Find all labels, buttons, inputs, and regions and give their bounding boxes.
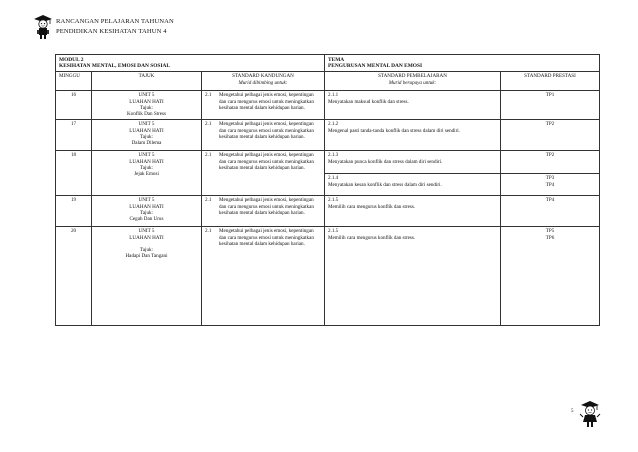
week-cell: 20 xyxy=(56,227,92,326)
content-standard-cell xyxy=(202,196,325,227)
topic-title: Dalam Dilema xyxy=(131,140,162,147)
unit-name: LUAHAN HATI xyxy=(129,98,164,105)
header-title: RANCANGAN PELAJARAN TAHUNAN xyxy=(56,18,174,25)
sk-text: Mengetahui pelbagai jenis emosi, kepentingan dan cara mengurus emosi untuk meningkatkan kesihatan mental dalam kehidupan harian. xyxy=(219,121,314,140)
tajuk-label: Tajuk: xyxy=(140,246,153,253)
module-row xyxy=(56,55,600,72)
tp-value: TP2 xyxy=(545,121,555,128)
sk-code: 2.1 xyxy=(205,197,212,204)
performance-standard-cell xyxy=(501,151,600,196)
sp-text: Memilih cara mengurus konflik dan stress. xyxy=(328,234,416,241)
sp-code: 2.1.4 xyxy=(328,175,339,182)
topic-cell xyxy=(92,151,202,196)
topic-cell xyxy=(92,91,202,120)
unit-name: LUAHAN HATI xyxy=(129,203,164,210)
unit-label: UNIT 5 xyxy=(138,121,155,128)
unit-label: UNIT 5 xyxy=(138,228,155,235)
unit-label: UNIT 5 xyxy=(138,197,155,204)
col-sp-label: STANDARD PEMBELAJARAN xyxy=(378,73,447,80)
sp-code: 2.1.5 xyxy=(328,228,339,235)
tp-item xyxy=(501,173,599,193)
sk-code: 2.1 xyxy=(205,121,212,128)
sk-code: 2.1 xyxy=(205,92,212,99)
topic-title: Konflik Dan Stress xyxy=(126,111,167,118)
sp-item xyxy=(325,151,500,173)
sk-text: Mengetahui pelbagai jenis emosi, kepentingan dan cara mengurus emosi untuk meningkatkan kesihatan mental dalam kehidupan harian. xyxy=(219,197,314,216)
unit-label: UNIT 5 xyxy=(138,152,155,159)
table-row xyxy=(56,91,600,120)
table-row xyxy=(56,120,600,151)
col-standard-prestasi: STANDARD PRESTASI xyxy=(501,72,600,91)
unit-name: LUAHAN HATI xyxy=(129,158,164,165)
content-standard-cell xyxy=(202,151,325,196)
learning-standard-cell xyxy=(325,196,501,227)
tajuk-label: Tajuk: xyxy=(140,104,153,111)
document-header xyxy=(56,17,174,37)
tajuk-label: Tajuk: xyxy=(140,209,153,216)
sp-code: 2.1.3 xyxy=(328,152,339,159)
performance-standard-cell xyxy=(501,227,600,326)
week-cell: 16 xyxy=(56,91,92,120)
week-cell: 18 xyxy=(56,151,92,196)
column-header-row xyxy=(56,72,600,91)
sk-code: 2.1 xyxy=(205,228,212,235)
performance-standard-cell xyxy=(501,91,600,120)
table-row xyxy=(56,227,600,326)
learning-standard-cell xyxy=(325,151,501,196)
col-sk-label: STANDARD KANDUNGAN xyxy=(232,73,294,80)
sp-text: Menyatakan punca konflik dan stress dalam diri sendiri. xyxy=(328,158,443,165)
sp-text: Menyatakan maksud konflik dan stress. xyxy=(328,98,409,105)
col-standard-kandungan xyxy=(202,72,325,91)
sp-code: 2.1.5 xyxy=(328,197,339,204)
col-sk-sub: Murid dibimbing untuk: xyxy=(238,79,288,86)
week-cell: 17 xyxy=(56,120,92,151)
col-standard-pembelajaran xyxy=(325,72,501,91)
sp-item xyxy=(325,173,500,193)
tp-value: TP1 xyxy=(545,92,555,99)
tp-value: TP2 xyxy=(545,152,555,159)
sp-text: Menyatakan kesan konflik dan stress dalam diri sendiri. xyxy=(328,181,442,188)
student-mascot-icon xyxy=(32,14,54,40)
sk-text: Mengetahui pelbagai jenis emosi, kepentingan dan cara mengurus emosi untuk meningkatkan kesihatan mental dalam kehidupan harian. xyxy=(219,92,314,111)
sp-code: 2.1.2 xyxy=(328,121,339,128)
unit-name: LUAHAN HATI xyxy=(129,127,164,134)
learning-standard-cell xyxy=(325,120,501,151)
performance-standard-cell xyxy=(501,196,600,227)
topic-cell xyxy=(92,196,202,227)
topic-cell xyxy=(92,227,202,326)
module-label: MODUL 2 xyxy=(59,57,84,63)
theme-cell xyxy=(325,55,600,72)
table-row xyxy=(56,196,600,227)
tp-value: TP4 xyxy=(545,181,555,188)
sk-text: Mengetahui pelbagai jenis emosi, kepentingan dan cara mengurus emosi untuk meningkatkan kesihatan mental dalam kehidupan harian. xyxy=(219,228,314,247)
student-mascot-icon xyxy=(578,400,602,428)
content-standard-cell xyxy=(202,120,325,151)
tp-value: TP3 xyxy=(545,175,555,182)
sp-text: Mengenal pasti tanda-tanda konflik dan stress dalam diri sendiri. xyxy=(328,127,460,134)
sk-text: Mengetahui pelbagai jenis emosi, kepentingan dan cara mengurus emosi untuk meningkatkan kesihatan mental dalam kehidupan harian. xyxy=(219,152,314,171)
table-row xyxy=(56,151,600,196)
performance-standard-cell xyxy=(501,120,600,151)
learning-standard-cell xyxy=(325,91,501,120)
page-number: 5 xyxy=(571,409,574,414)
learning-standard-cell xyxy=(325,227,501,326)
theme-name: PENGURUSAN MENTAL DAN EMOSI xyxy=(328,63,423,70)
sp-text: Memilih cara mengurus konflik dan stress. xyxy=(328,203,416,210)
week-cell: 19 xyxy=(56,196,92,227)
module-name: KESIHATAN MENTAL, EMOSI DAN SOSIAL xyxy=(59,63,170,70)
yearly-plan-table xyxy=(55,54,600,326)
topic-title: Hadapi Dan Tangani xyxy=(125,253,168,260)
tajuk-label: Tajuk: xyxy=(140,133,153,140)
unit-label: UNIT 5 xyxy=(138,92,155,99)
topic-cell xyxy=(92,120,202,151)
topic-title: Cegah Dan Urus xyxy=(129,216,164,223)
col-sp-sub: Murid berupaya untuk: xyxy=(388,79,437,86)
unit-name: LUAHAN HATI xyxy=(129,234,164,241)
tp-value: TP5 xyxy=(545,228,555,235)
col-minggu: MINGGU xyxy=(56,72,92,91)
tp-value: TP4 xyxy=(545,197,555,204)
tp-item xyxy=(501,151,599,173)
sp-code: 2.1.1 xyxy=(328,92,339,99)
content-standard-cell xyxy=(202,91,325,120)
module-cell xyxy=(56,55,325,72)
tp-value: TP6 xyxy=(545,234,555,241)
topic-title: Jejak Emosi xyxy=(134,171,159,178)
content-standard-cell xyxy=(202,227,325,326)
header-subtitle: PENDIDIKAN KESIHATAN TAHUN 4 xyxy=(56,28,167,35)
tajuk-label: Tajuk: xyxy=(140,164,153,171)
col-tajuk: TAJUK xyxy=(92,72,202,91)
sk-code: 2.1 xyxy=(205,152,212,159)
theme-label: TEMA xyxy=(328,57,345,63)
